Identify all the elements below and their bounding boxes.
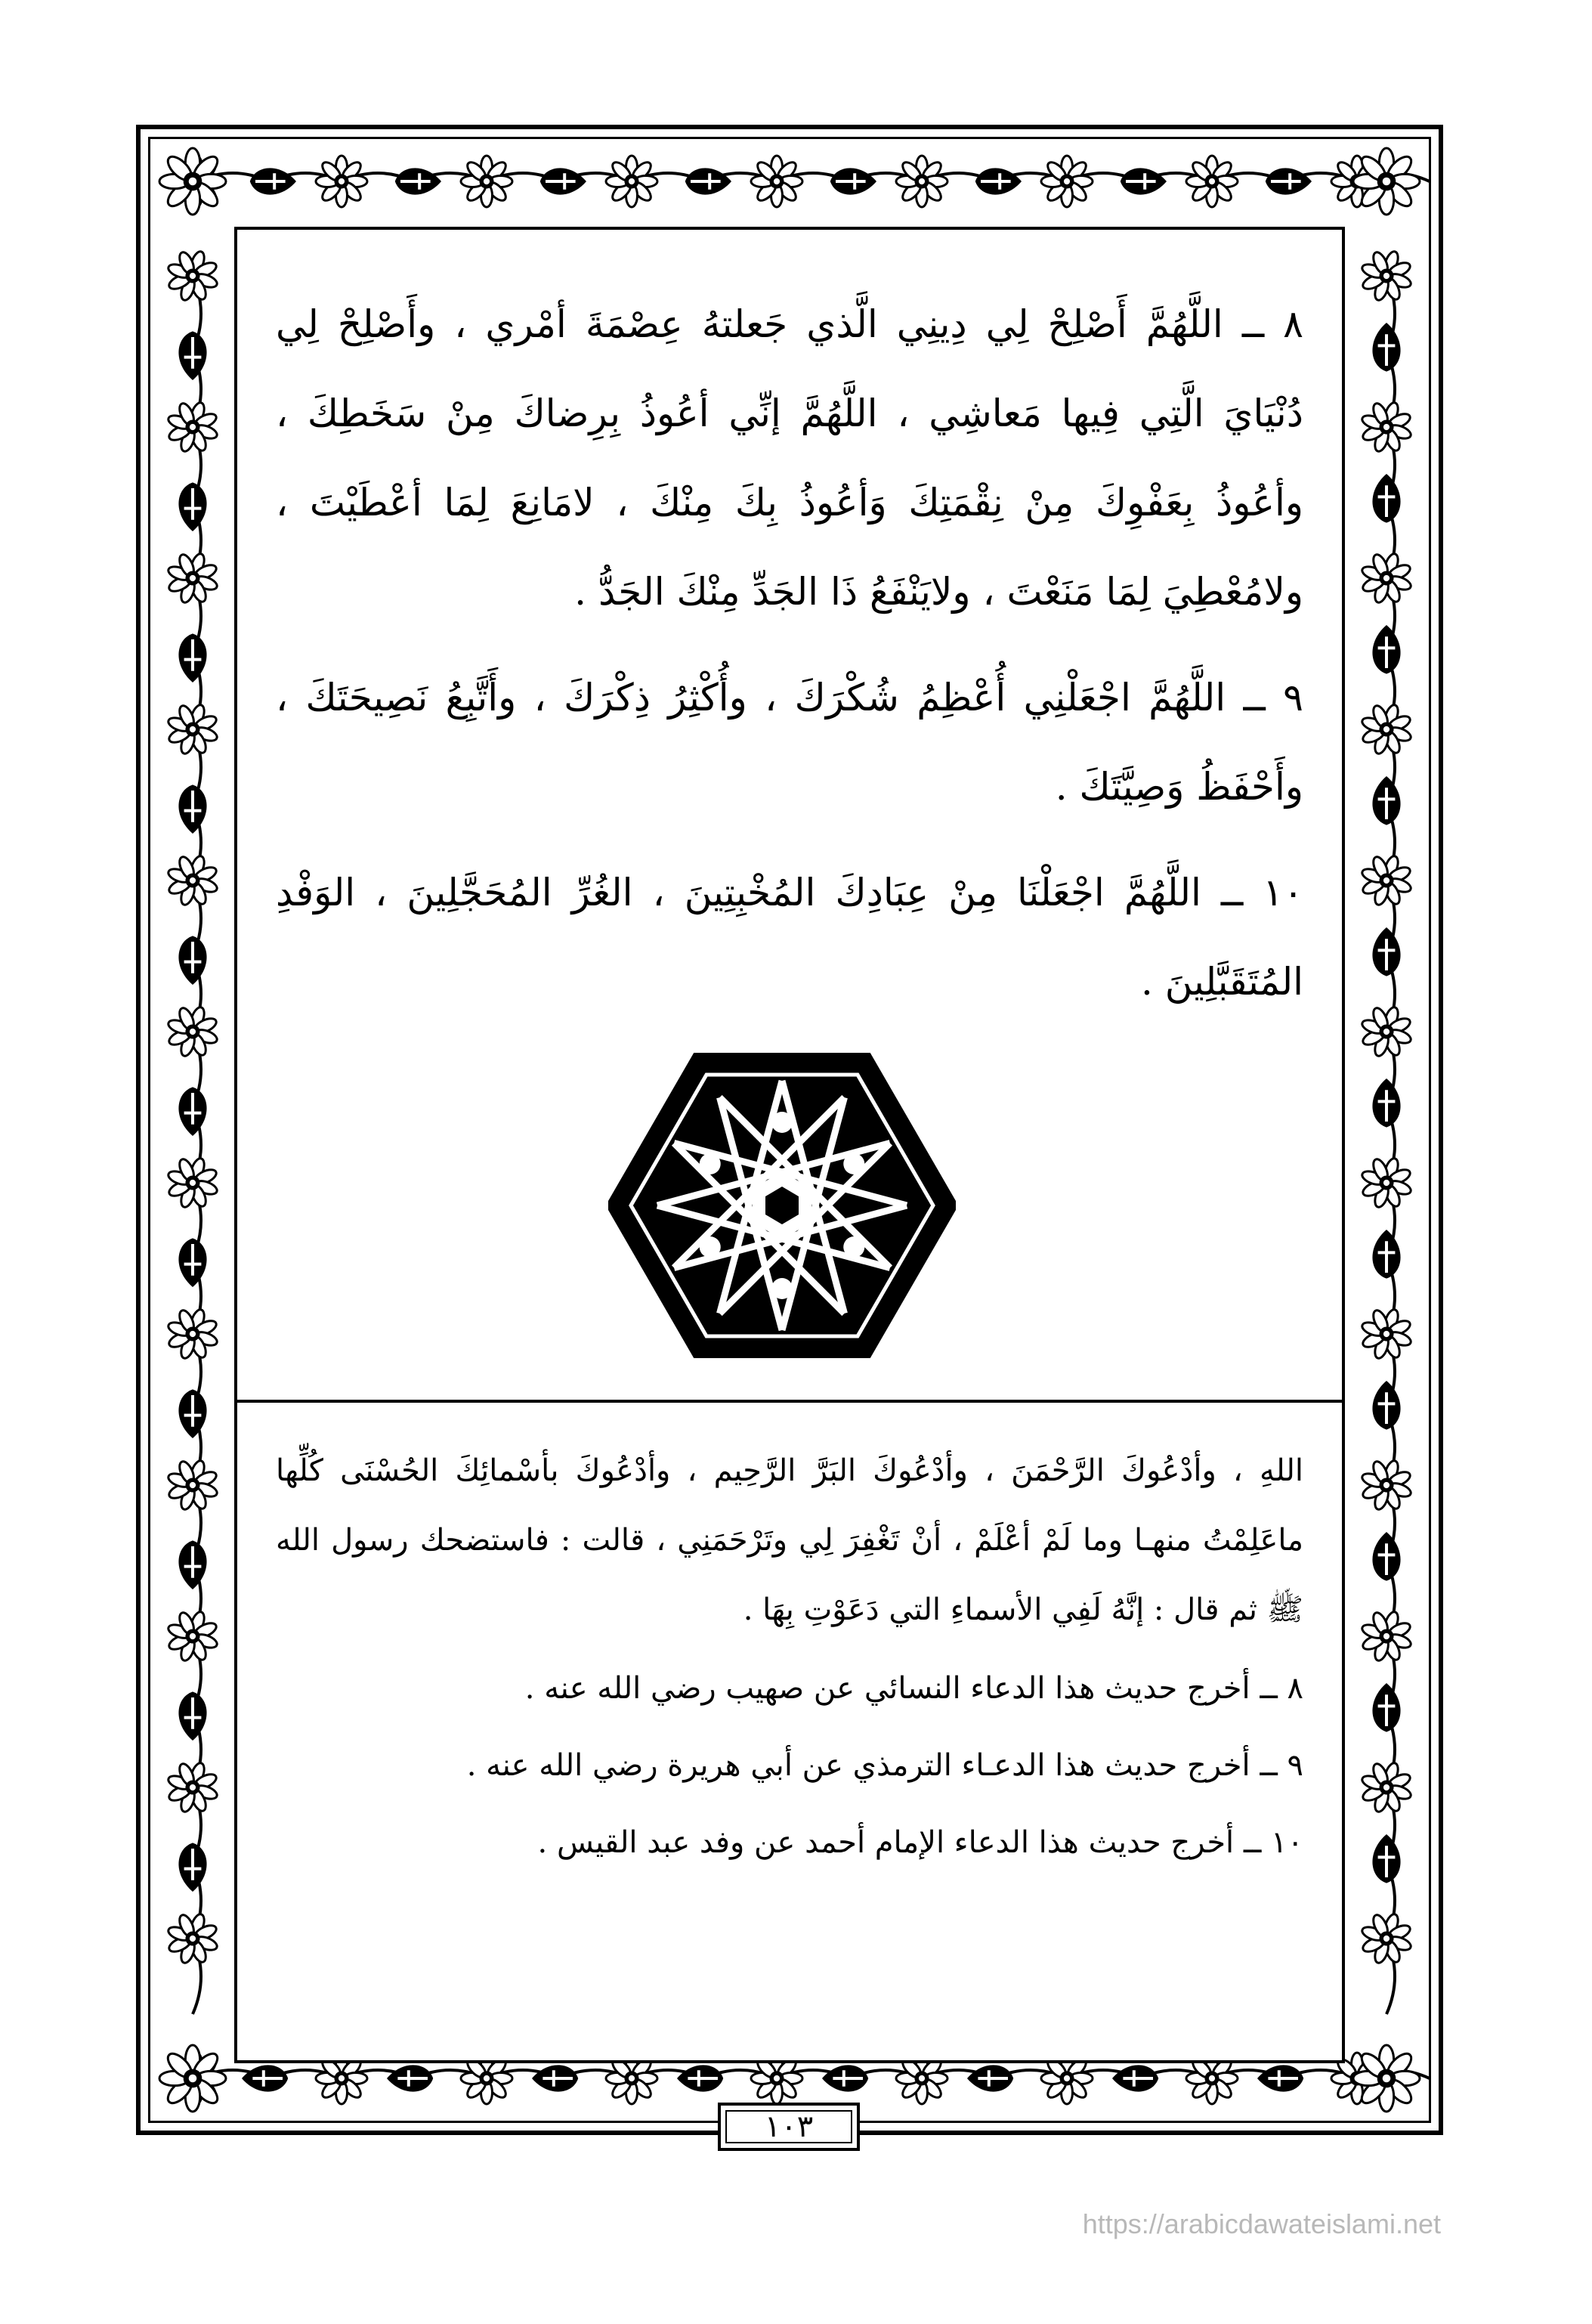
page-number <box>718 2103 860 2151</box>
footnotes <box>276 1436 1303 1885</box>
hexagon-ornament-icon <box>608 1047 956 1364</box>
page-number-text: ١٠٣ <box>764 2109 814 2144</box>
paragraph-8: ٨ ــ اللَّهُمَّ أَصْلِحْ لِي دِينِي الَّذي جَعلتهُ عِصْمَةَ أمْري ، وأَصْلِحْ لِي دُنْيَايَ الَّتِي فِيها مَعاشِي ، اللَّهُمَّ إنِّي أعُوذُ بِرِضاكَ مِنْ سَخَطِكَ ، وأعُوذُ بِعَفْوِكَ مِنْ نِقْمَتِكَ وَأعُوذُ بِكَ مِنْكَ ، لامَانِعَ لِمَا أعْطَيْتَ ، ولامُعْطِيَ لِمَا مَنَعْتَ ، ولايَنْفَعُ ذَا الجَدِّ مِنْكَ الجَدُّ . <box>276 302 1303 614</box>
footnote-9: ٩ ــ أخرج حديث هذا الدعـاء الترمذي عن أبي هريرة رضي الله عنه . <box>466 1748 1303 1783</box>
watermark-url: https://arabicdawateislami.net <box>1082 2208 1441 2239</box>
footnote-continuation: اللهِ ، وأدْعُوكَ الرَّحْمَنَ ، وأدْعُوكَ البَرَّ الرَّحِيم ، وأدْعُوكَ بأسْمائِكَ الحُسْنَى كُلِّها ماعَلِمْتُ منهـا وما لَمْ أعْلَمْ ، أنْ تَغْفِرَ لِي وتَرْحَمَنِي ، قالت : فاستضحك رسول الله ﷺ ثم قال : إنَّهُ لَفِي الأسماءِ التي دَعَوْتِ بِهَا . <box>276 1453 1303 1627</box>
footnote-divider <box>234 1400 1345 1403</box>
paragraph-10: ١٠ ــ اللَّهُمَّ اجْعَلْنَا مِنْ عِبَادِكَ المُخْبِتِينَ ، الغُرِّ المُحَجَّلِينَ ، الوَفْدِ المُتَقَبَّلِينَ . <box>276 871 1303 1004</box>
paragraph-9: ٩ ــ اللَّهُمَّ اجْعَلْنِي أُعْظِمُ شُكْرَكَ ، وأُكْثِرُ ذِكْرَكَ ، وأَتَّبِعُ نَصِيحَتَكَ ، وأَحْفَظُ وَصِيَّتَكَ . <box>276 676 1303 809</box>
main-text <box>276 280 1303 1043</box>
footnote-8: ٨ ــ أخرج حديث هذا الدعاء النسائي عن صهيب رضي الله عنه . <box>524 1671 1303 1706</box>
footnote-10: ١٠ ــ أخرج حديث هذا الدعاء الإمام أحمد عن وفد عبد القيس . <box>537 1825 1303 1860</box>
